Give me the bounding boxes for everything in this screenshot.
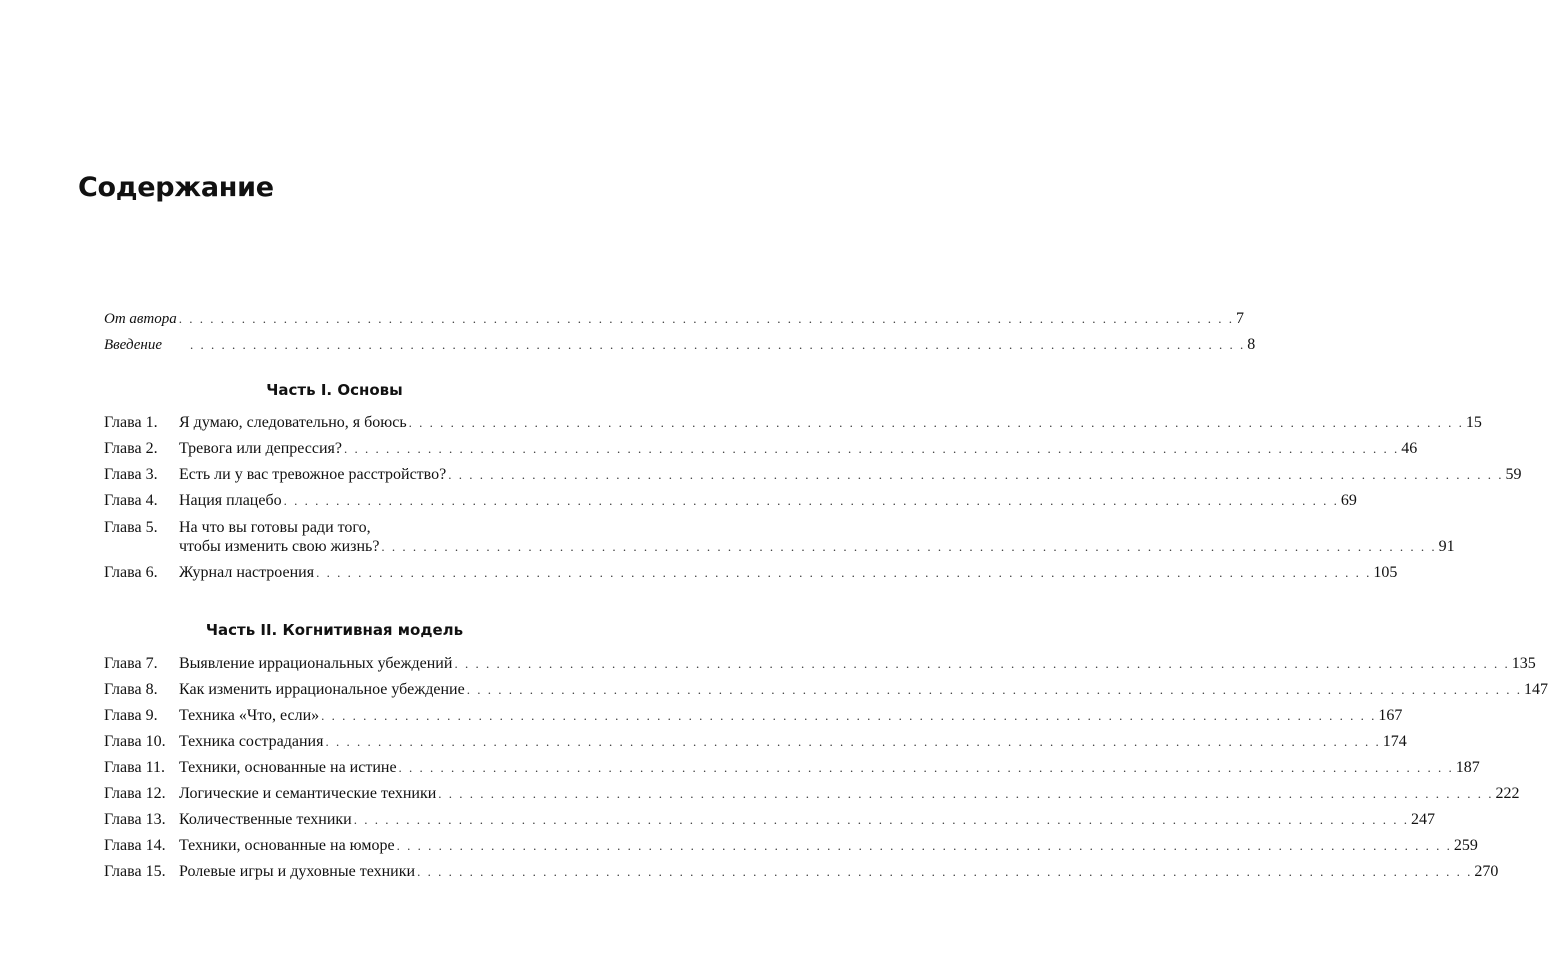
toc-entry-label: От автора (104, 311, 177, 327)
toc-page-number: 105 (1373, 564, 1398, 581)
chapter-title: Как изменить иррациональное убеждение (179, 681, 465, 698)
chapter-title: Я думаю, следовательно, я боюсь (179, 414, 407, 431)
chapter-label: Глава 2. (104, 440, 158, 457)
toc-entry-chapter-5[interactable] (104, 514, 1455, 560)
leader-dots (409, 410, 1464, 436)
chapter-label: Глава 9. (104, 707, 158, 724)
leader-dots (284, 488, 1339, 514)
toc-entry-chapter-12[interactable] (104, 781, 1520, 807)
part-heading: Часть II. Когнитивная модель (205, 621, 464, 639)
chapter-title: Техника сострадания (179, 733, 324, 750)
leader-dots (344, 436, 1399, 462)
toc-page-number: 15 (1465, 414, 1482, 431)
leader-dots (316, 560, 1371, 586)
chapter-label: Глава 5. (104, 519, 158, 536)
toc-page-number: 46 (1401, 440, 1418, 457)
toc-page-number: 270 (1474, 863, 1499, 880)
chapter-label: Глава 14. (104, 837, 166, 854)
page-title: Содержание (78, 172, 274, 203)
chapter-title: Логические и семантические техники (179, 785, 437, 802)
chapter-title: Есть ли у вас тревожное расстройство? (179, 466, 447, 483)
toc-entry-chapter-1[interactable] (104, 410, 1482, 436)
toc-page-number: 247 (1410, 811, 1435, 828)
chapter-title-line-2: чтобы изменить свою жизнь? (179, 538, 380, 555)
toc-entry-chapter-15[interactable] (104, 859, 1499, 885)
chapter-label: Глава 15. (104, 863, 166, 880)
toc-entry-chapter-11[interactable] (104, 755, 1480, 781)
chapter-title-block (179, 514, 1455, 556)
chapter-title-line-1: На что вы готовы ради того, (179, 519, 371, 536)
toc-page-number: 69 (1340, 492, 1357, 509)
toc-page-number: 259 (1453, 837, 1478, 854)
chapter-title: Выявление иррациональных убеждений (179, 655, 453, 672)
chapter-title: Техники, основанные на истине (179, 759, 397, 776)
leader-dots (179, 306, 1234, 332)
chapter-label: Глава 1. (104, 414, 158, 431)
toc-entry-author-preface[interactable] (104, 306, 1245, 332)
toc-page-number: 167 (1378, 707, 1403, 724)
toc-page-number: 59 (1505, 466, 1522, 483)
toc-entry-chapter-8[interactable] (104, 677, 1548, 703)
chapter-title: Тревога или депрессия? (179, 440, 343, 457)
chapter-title: Ролевые игры и духовные техники (179, 863, 416, 880)
chapter-label: Глава 13. (104, 811, 166, 828)
toc-page-number: 7 (1236, 310, 1245, 327)
chapter-title: Количественные техники (179, 811, 352, 828)
toc-page-number: 8 (1247, 336, 1256, 353)
chapter-label: Глава 12. (104, 785, 166, 802)
toc-entry-chapter-13[interactable] (104, 807, 1435, 833)
leader-dots (190, 332, 1245, 358)
toc-page-number: 135 (1511, 655, 1536, 672)
chapter-label: Глава 7. (104, 655, 158, 672)
toc-page-number: 187 (1455, 759, 1480, 776)
toc-entry-chapter-3[interactable] (104, 462, 1522, 488)
chapter-label: Глава 4. (104, 492, 158, 509)
chapter-title: Техники, основанные на юморе (179, 837, 395, 854)
toc-entry-chapter-2[interactable] (104, 436, 1418, 462)
toc-entry-chapter-14[interactable] (104, 833, 1478, 859)
leader-dots (381, 537, 1436, 556)
part-heading: Часть I. Основы (266, 381, 403, 399)
leader-dots (467, 677, 1522, 703)
chapter-title: Нация плацебо (179, 492, 282, 509)
leader-dots (438, 781, 1493, 807)
toc-entry-chapter-10[interactable] (104, 729, 1407, 755)
chapter-label: Глава 11. (104, 759, 165, 776)
leader-dots (354, 807, 1409, 833)
toc-entry-label: Введение (104, 337, 162, 353)
chapter-title-line-2-row (179, 537, 1455, 556)
table-of-contents (104, 306, 1548, 885)
toc-page-number: 147 (1523, 681, 1548, 698)
chapter-title: Техника «Что, если» (179, 707, 320, 724)
toc-page-number: 174 (1382, 733, 1407, 750)
chapter-title: Журнал настроения (179, 564, 315, 581)
leader-dots (399, 755, 1454, 781)
toc-page-number: 91 (1438, 538, 1455, 555)
chapter-label: Глава 10. (104, 733, 166, 750)
leader-dots (417, 859, 1472, 885)
toc-entry-introduction[interactable] (104, 332, 1256, 358)
chapter-label: Глава 8. (104, 681, 158, 698)
toc-entry-chapter-9[interactable] (104, 703, 1403, 729)
leader-dots (454, 651, 1509, 677)
leader-dots (448, 462, 1503, 488)
toc-entry-chapter-7[interactable] (104, 651, 1536, 677)
leader-dots (321, 703, 1376, 729)
chapter-label: Глава 6. (104, 564, 158, 581)
leader-dots (397, 833, 1452, 859)
toc-entry-chapter-6[interactable] (104, 560, 1398, 586)
toc-page-number: 222 (1495, 785, 1520, 802)
chapter-label: Глава 3. (104, 466, 158, 483)
toc-entry-chapter-4[interactable] (104, 488, 1357, 514)
leader-dots (325, 729, 1380, 755)
